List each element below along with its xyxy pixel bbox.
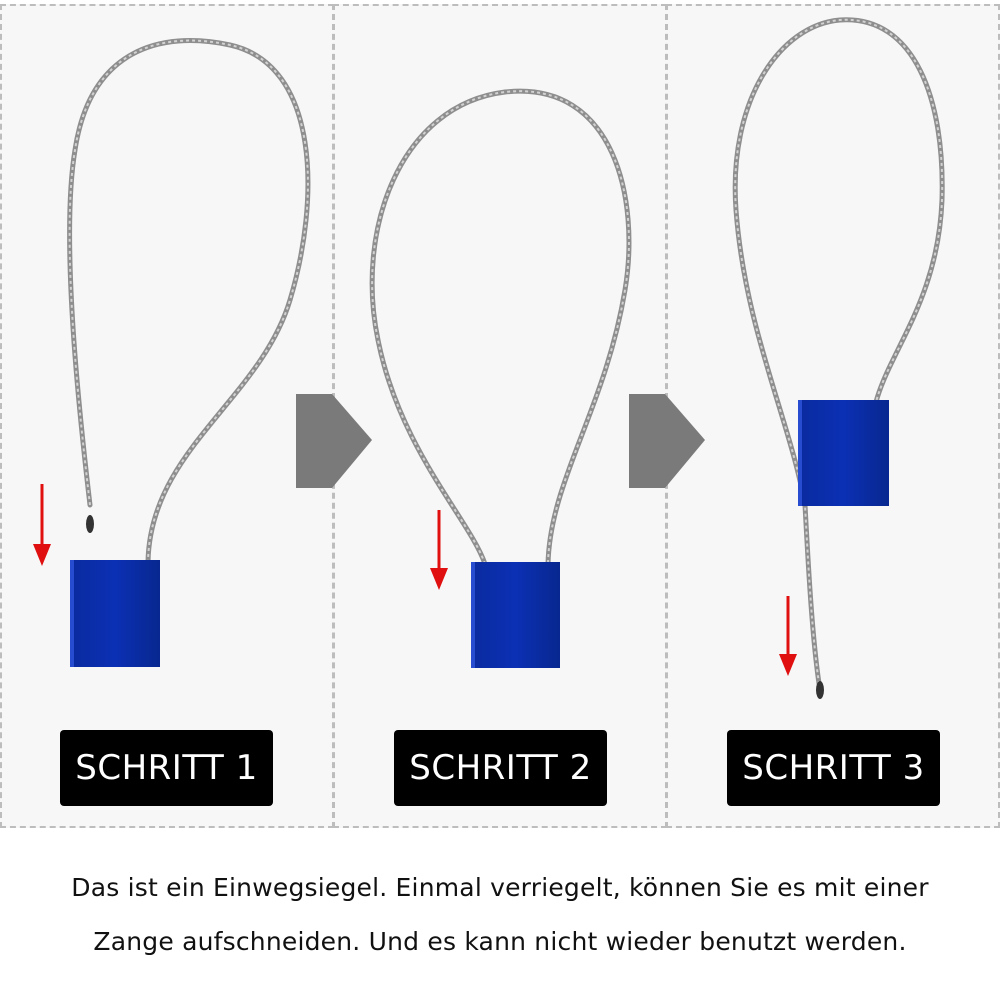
cable-end-tip xyxy=(86,515,94,533)
step-2-label: SCHRITT 2 xyxy=(394,730,607,806)
cable-wire xyxy=(372,91,629,564)
step-3-label: SCHRITT 3 xyxy=(727,730,940,806)
seal-body xyxy=(70,560,160,667)
down-arrow-icon xyxy=(779,596,797,676)
seal-body xyxy=(471,562,560,668)
caption-line-1: Das ist ein Einwegsiegel. Einmal verriegelt, können Sie es mit einer xyxy=(71,873,929,902)
step-3-seal-assembly xyxy=(735,20,942,699)
cable-wire xyxy=(70,41,308,562)
down-arrow-icon xyxy=(33,484,51,566)
cable-end-tip xyxy=(816,681,824,699)
cable-wire xyxy=(735,20,942,690)
step-chevron-icon xyxy=(296,394,372,488)
caption-line-2: Zange aufschneiden. Und es kann nicht wieder benutzt werden. xyxy=(93,927,907,956)
step-2-seal-assembly xyxy=(372,91,629,668)
step-chevron-icon xyxy=(629,394,705,488)
step-1-seal-assembly xyxy=(33,41,308,667)
seal-body xyxy=(798,400,889,506)
down-arrow-icon xyxy=(430,510,448,590)
step-1-label: SCHRITT 1 xyxy=(60,730,273,806)
